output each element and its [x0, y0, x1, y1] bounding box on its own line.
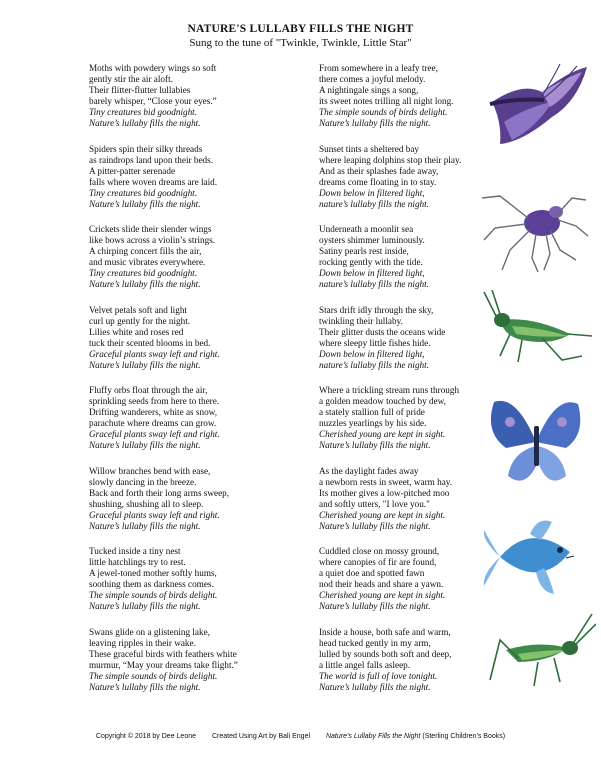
refrain-line: Down below in filtered light,: [319, 348, 425, 359]
verse-line: and music vibrates everywhere.: [89, 257, 206, 268]
verse-line: And as their splashes fade away,: [319, 165, 439, 176]
art-credit-text: Created Using Art by Bali Engel: [211, 733, 311, 740]
refrain-line: nature’s lullaby fills the night.: [319, 198, 429, 209]
verse-line: barely whisper, “Close your eyes.”: [89, 96, 217, 107]
verse-line: Stars drift idly through the sky,: [319, 304, 434, 315]
book-citation: [326, 733, 505, 740]
copyright-text: Copyright © 2018 by Dee Leone: [95, 733, 197, 740]
verse-line: A nightingale sings a song,: [319, 85, 419, 96]
verse-line: falls where woven dreams are laid.: [89, 176, 218, 187]
verse-line: a newborn rests in sweet, warm hay.: [319, 476, 453, 487]
verse-line: and softly utters, "I love you.": [319, 498, 430, 509]
verse-line: a little angel falls asleep.: [319, 659, 411, 670]
refrain-line: Nature’s lullaby fills the night.: [319, 601, 431, 612]
refrain-line: The simple sounds of birds delight.: [89, 590, 218, 601]
verse-line: twinkling their lullaby.: [319, 315, 403, 326]
poem-title: NATURE'S LULLABY FILLS THE NIGHT: [187, 23, 414, 35]
verse-line: like bows across a violin’s strings.: [89, 235, 216, 246]
verse-line: there comes a joyful melody.: [319, 74, 426, 85]
refrain-line: nature’s lullaby fills the night.: [319, 279, 429, 290]
refrain-line: Tiny creatures bid goodnight.: [89, 107, 198, 118]
stanza: [89, 546, 324, 627]
verse-line: As the daylight fades away: [319, 465, 419, 476]
verse-line: A chirping concert fills the air,: [89, 246, 202, 257]
verse-line: From somewhere in a leafy tree,: [319, 63, 438, 73]
publisher-text: (Sterling Children’s Books): [422, 733, 506, 740]
verse-line: where canopies of fir are found,: [319, 557, 437, 568]
verse-line: slowly dancing in the breeze.: [89, 476, 197, 487]
stanza: [89, 144, 324, 225]
verse-line: Sunset tints a sheltered bay: [319, 143, 420, 154]
refrain-line: Down below in filtered light,: [319, 187, 425, 198]
verse-line: leaving ripples in their wake.: [89, 637, 196, 648]
verse-line: a stately stallion full of pride: [319, 407, 425, 418]
verse-line: Tucked inside a tiny nest: [89, 546, 181, 556]
verse-line: dreams come floating in to stay.: [319, 176, 437, 187]
refrain-line: Graceful plants sway left and right.: [89, 509, 220, 520]
refrain-line: Nature’s lullaby fills the night.: [89, 681, 201, 692]
verse-line: soothing them as darkness comes.: [89, 579, 214, 590]
refrain-line: Nature’s lullaby fills the night.: [89, 279, 201, 290]
refrain-line: The world is full of love tonight.: [319, 670, 438, 681]
verse-line: Their glitter dusts the oceans wide: [319, 326, 446, 337]
book-title: Nature’s Lullaby Fills the Night: [325, 733, 421, 740]
left-column: [89, 63, 324, 707]
verse-line: Their flitter-flutter lullabies: [89, 85, 191, 96]
refrain-line: Graceful plants sway left and right.: [89, 348, 220, 359]
stanza: [89, 385, 324, 466]
verse-line: A jewel-toned mother softly hums,: [89, 568, 217, 579]
verse-line: nuzzles yearlings by his side.: [319, 418, 427, 429]
verse-line: tuck their scented blooms in bed.: [89, 337, 211, 348]
verse-line: Lilies white and roses red: [89, 326, 184, 337]
verse-line: gently stir the air aloft.: [89, 74, 173, 85]
refrain-line: nature’s lullaby fills the night.: [319, 359, 429, 370]
verse-line: a golden meadow touched by dew,: [319, 396, 446, 407]
verse-line: nod their heads and share a yawn.: [319, 579, 444, 590]
verse-line: Moths with powdery wings so soft: [89, 63, 217, 73]
verse-line: as raindrops land upon their beds.: [89, 154, 214, 165]
footer: [0, 733, 601, 740]
stanza: [89, 63, 324, 144]
verse-line: Where a trickling stream runs through: [319, 385, 460, 395]
refrain-line: The simple sounds of birds delight.: [319, 107, 448, 118]
verse-line: Velvet petals soft and light: [89, 304, 187, 315]
refrain-line: Cherished young are kept in sight.: [319, 429, 446, 440]
refrain-line: Nature’s lullaby fills the night.: [89, 440, 201, 451]
verse-line: head tucked gently in my arm,: [319, 637, 431, 648]
refrain-line: The simple sounds of birds delight.: [89, 670, 218, 681]
verse-line: a quiet doe and spotted fawn: [319, 568, 425, 579]
refrain-line: Cherished young are kept in sight.: [319, 509, 446, 520]
butterfly-illustration: [486, 392, 586, 492]
stanza: [89, 305, 324, 386]
refrain-line: Graceful plants sway left and right.: [89, 429, 220, 440]
refrain-line: Nature’s lullaby fills the night.: [319, 681, 431, 692]
verse-line: Back and forth their long arms sweep,: [89, 487, 230, 498]
verse-line: parachute where dreams can grow.: [89, 418, 217, 429]
verse-line: A pitter-patter serenade: [89, 165, 176, 176]
refrain-line: Nature’s lullaby fills the night.: [319, 118, 431, 129]
verse-line: Satiny pearls rest inside,: [319, 246, 409, 257]
verse-line: shushing, shushing all to sleep.: [89, 498, 204, 509]
verse-line: Swans glide on a glistening lake,: [89, 626, 210, 637]
verse-line: Drifting wanderers, white as snow,: [89, 407, 217, 418]
verse-line: Underneath a moonlit sea: [319, 224, 414, 234]
verse-line: its sweet notes trilling all night long.: [319, 96, 454, 107]
stanza: [89, 466, 324, 547]
verse-line: where sleepy little fishes hide.: [319, 337, 431, 348]
refrain-line: Nature’s lullaby fills the night.: [319, 520, 431, 531]
verse-line: lulled by sounds both soft and deep,: [319, 648, 452, 659]
refrain-line: Down below in filtered light,: [319, 268, 425, 279]
verse-line: These graceful birds with feathers white: [89, 648, 237, 659]
stanza: [89, 224, 324, 305]
refrain-line: Nature’s lullaby fills the night.: [89, 198, 201, 209]
verse-line: little hatchlings try to rest.: [89, 557, 186, 568]
verse-line: Crickets slide their slender wings: [89, 224, 212, 234]
fish-illustration: [480, 512, 592, 602]
refrain-line: Nature’s lullaby fills the night.: [89, 118, 201, 129]
verse-line: sprinkling seeds from here to there.: [89, 396, 220, 407]
verse-line: curl up gently for the night.: [89, 315, 191, 326]
spider-illustration: [480, 178, 590, 273]
grasshopper-illustration: [488, 610, 596, 690]
refrain-line: Tiny creatures bid goodnight.: [89, 268, 198, 279]
verse-line: murmur, “May your dreams take flight.”: [89, 659, 238, 670]
refrain-line: Nature’s lullaby fills the night.: [89, 359, 201, 370]
verse-line: oysters shimmer luminously.: [319, 235, 425, 246]
refrain-line: Tiny creatures bid goodnight.: [89, 187, 198, 198]
refrain-line: Nature’s lullaby fills the night.: [89, 520, 201, 531]
verse-line: Fluffy orbs float through the air,: [89, 385, 208, 395]
refrain-line: Cherished young are kept in sight.: [319, 590, 446, 601]
refrain-line: Nature’s lullaby fills the night.: [89, 601, 201, 612]
verse-line: Its mother gives a low-pitched moo: [319, 487, 450, 498]
verse-line: Cuddled close on mossy ground,: [319, 546, 440, 556]
moth-illustration: [482, 62, 592, 150]
refrain-line: Nature’s lullaby fills the night.: [319, 440, 431, 451]
verse-line: Willow branches bend with ease,: [89, 465, 211, 476]
verse-line: Spiders spin their silky threads: [89, 143, 203, 154]
verse-line: where leaping dolphins stop their play.: [319, 154, 462, 165]
verse-line: Inside a house, both safe and warm,: [319, 626, 451, 637]
stanza: [89, 627, 324, 708]
verse-line: rocking gently with the tide.: [319, 257, 423, 268]
cricket-illustration: [482, 290, 594, 370]
poem-subtitle: Sung to the tune of "Twinkle, Twinkle, Little Star": [189, 37, 412, 49]
